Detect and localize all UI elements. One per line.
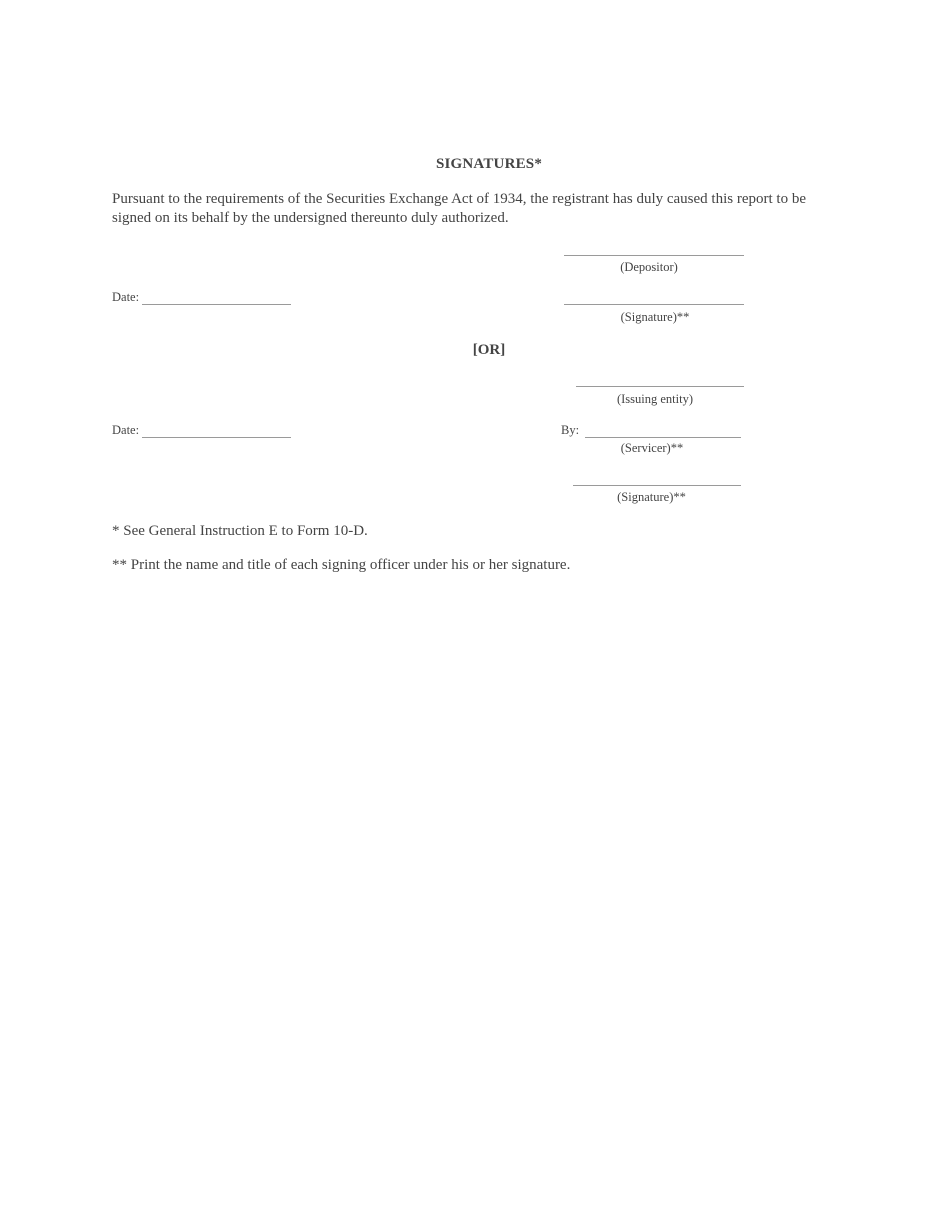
intro-paragraph: Pursuant to the requirements of the Securities Exchange Act of 1934, the registrant has duly caused this report to be signed on its behalf by the undersigned thereunto duly authorized. — [112, 191, 806, 226]
footnote-2: ** Print the name and title of each signing officer under his or her signature. — [112, 557, 571, 573]
signature-caption-1: (Signature)** — [620, 310, 690, 324]
signature-caption-2: (Signature)** — [617, 490, 686, 504]
issuing-entity-caption: (Issuing entity) — [616, 392, 694, 406]
date-line-1[interactable] — [142, 304, 291, 305]
servicer-caption: (Servicer)** — [620, 441, 684, 455]
or-separator: [OR] — [472, 342, 506, 358]
issuing-entity-signature-line[interactable] — [576, 386, 744, 387]
signatures-heading: SIGNATURES* — [435, 156, 543, 172]
depositor-caption: (Depositor) — [620, 260, 678, 274]
depositor-signature-line[interactable] — [564, 255, 744, 256]
footnote-1: * See General Instruction E to Form 10-D. — [112, 523, 368, 539]
date-line-2[interactable] — [142, 437, 291, 438]
signature-line-2[interactable] — [573, 485, 741, 486]
signature-line-1[interactable] — [564, 304, 744, 305]
date-label-2: Date: — [112, 423, 140, 437]
by-label: By: — [561, 423, 580, 437]
date-label-1: Date: — [112, 290, 140, 304]
servicer-by-line[interactable] — [585, 437, 741, 438]
